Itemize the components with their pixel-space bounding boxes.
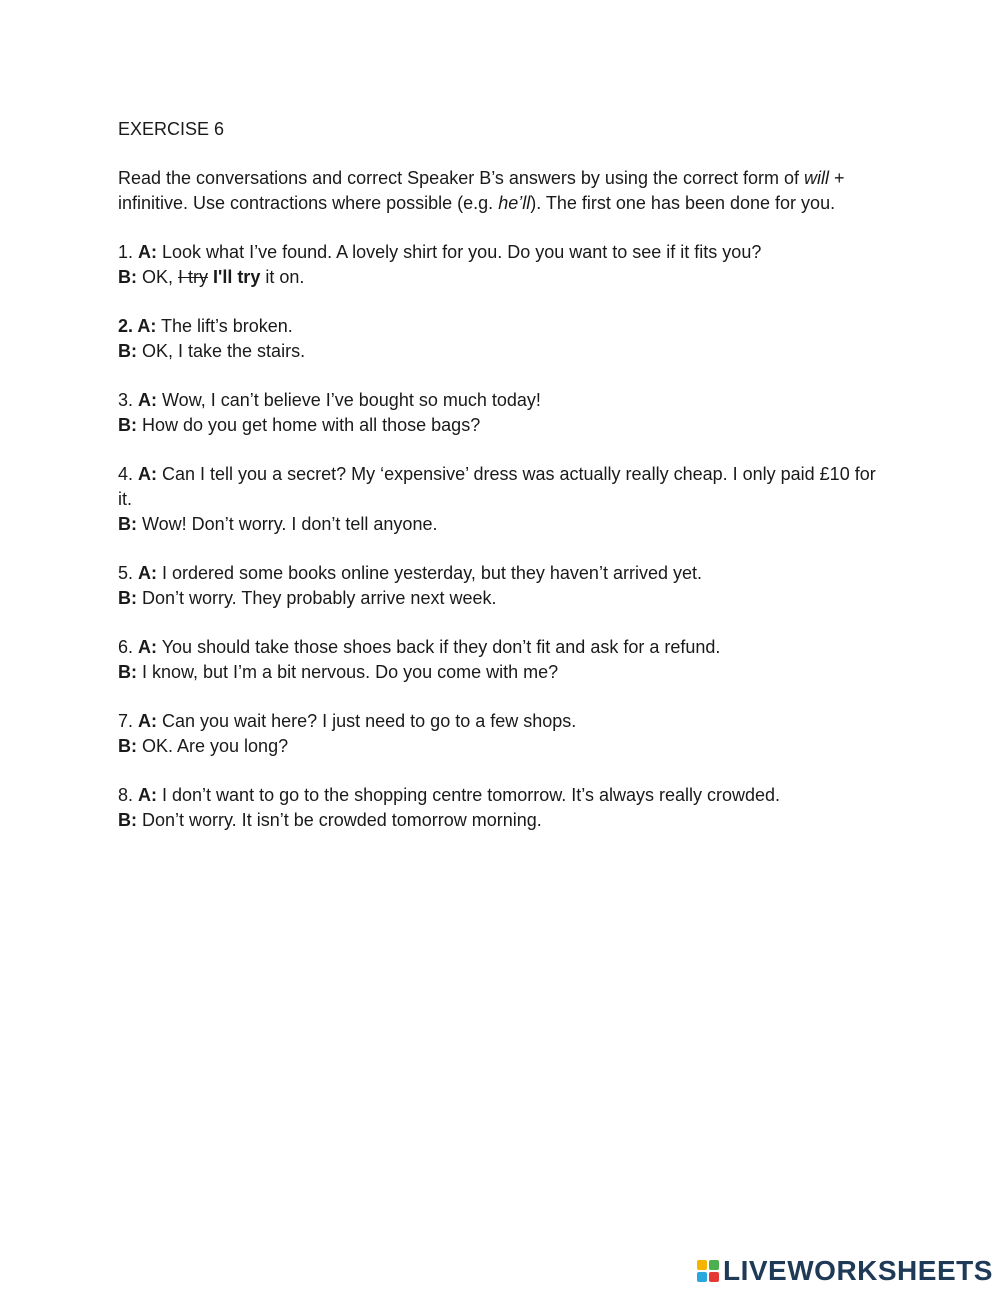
conversation-7 [118,709,888,759]
speaker-a-line: 1. A: Look what I’ve found. A lovely shirt for you. Do you want to see if it fits you? [118,242,762,262]
exercise-title: EXERCISE 6 [118,119,225,139]
speaker-a-line: 6. A: You should take those shoes back if they don’t fit and ask for a refund. [118,637,721,657]
logo-block [709,1272,719,1282]
instructions-example: he’ll [498,193,531,213]
speaker-b-line: B: I know, but I’m a bit nervous. Do you come with me? [118,662,559,682]
logo-blocks-icon [697,1260,719,1282]
instructions-will: will [804,168,830,188]
logo-block [697,1260,707,1270]
speaker-b-line: B: Wow! Don’t worry. I don’t tell anyone. [118,514,438,534]
struck-answer: I try [178,267,209,287]
speaker-b-line: B: OK. Are you long? [118,736,289,756]
speaker-b-line: B: How do you get home with all those bags? [118,415,481,435]
conversation-1 [118,240,888,290]
speaker-b-line: B: OK, I take the stairs. [118,341,306,361]
speaker-a-line: 3. A: Wow, I can’t believe I’ve bought so much today! [118,390,541,410]
speaker-b-line: B: Don’t worry. They probably arrive next week. [118,588,497,608]
instructions: Read the conversations and correct Speaker B’s answers by using the correct form of will + infinitive. Use contractions where possible (e.g. he’ll). The first one has been done for you. [118,168,845,213]
speaker-b-line: B: OK, I try I'll try it on. [118,267,305,287]
speaker-a-line: 4. A: Can I tell you a secret? My ‘expensive’ dress was actually really cheap. I only paid £10 for it. [118,464,876,509]
conversation-4 [118,462,888,537]
conversation-5 [118,561,888,611]
liveworksheets-logo [697,1256,993,1286]
conversation-2 [118,314,888,364]
conversation-6 [118,635,888,685]
speaker-a-line: 2. A: The lift’s broken. [118,316,293,336]
logo-block [709,1260,719,1270]
speaker-a-line: 7. A: Can you wait here? I just need to go to a few shops. [118,711,577,731]
logo-block [697,1272,707,1282]
worksheet [118,117,888,857]
speaker-b-line: B: Don’t worry. It isn’t be crowded tomorrow morning. [118,810,542,830]
speaker-a-line: 8. A: I don’t want to go to the shopping centre tomorrow. It’s always really crowded. [118,785,781,805]
conversation-8 [118,783,888,833]
speaker-a-line: 5. A: I ordered some books online yesterday, but they haven’t arrived yet. [118,563,702,583]
corrected-answer: I'll try [213,267,261,287]
logo-text: LIVEWORKSHEETS [723,1255,993,1286]
conversation-3 [118,388,888,438]
